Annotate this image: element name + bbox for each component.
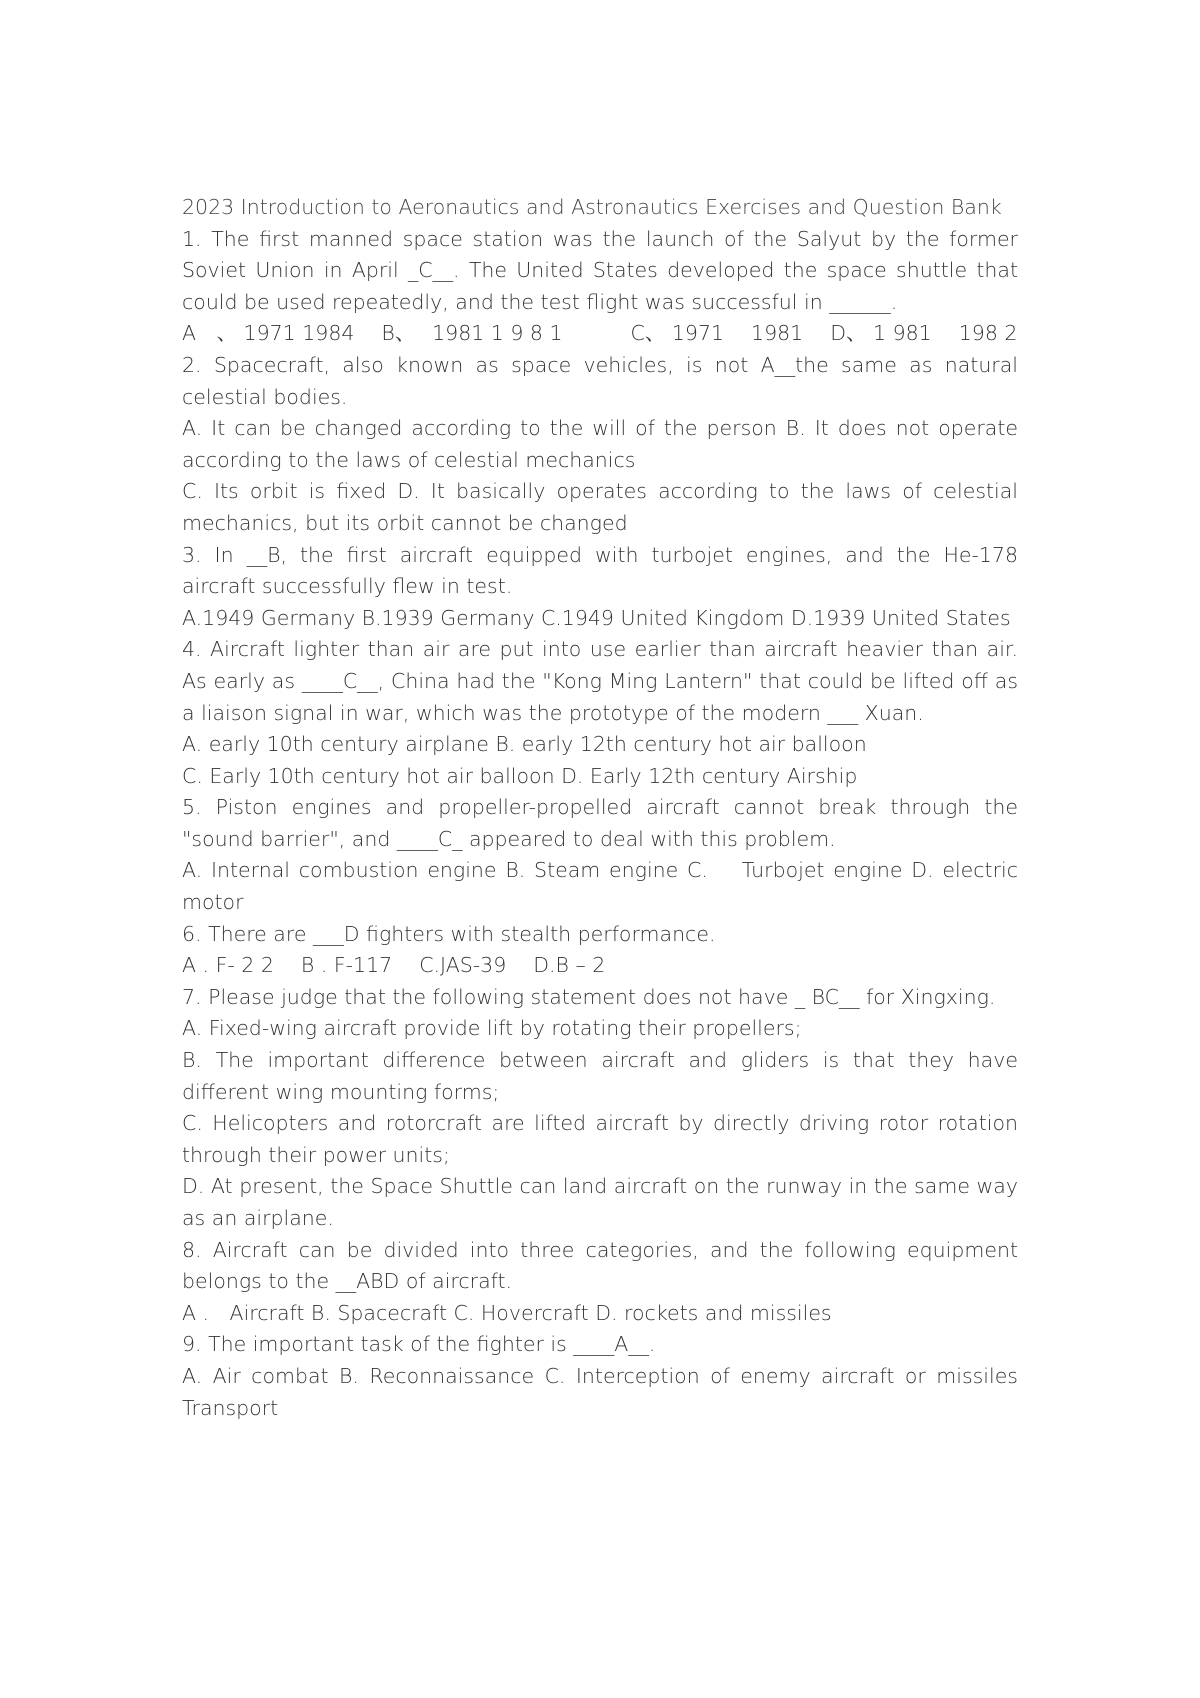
question-1-options: A 、 1971 1984 B、 1981 1 9 8 1 C、 1971 1981 D、 1 981 198 2 xyxy=(182,321,1018,346)
document-body xyxy=(182,192,1025,1424)
question-6-options: A . F- 2 2 B . F-117 C.JAS-39 D.B – 2 xyxy=(182,953,606,978)
question-9-options: A. Air combat B. Reconnaissance C. Interception of enemy aircraft or missiles Transport xyxy=(182,1363,1025,1420)
question-5-options: A. Internal combustion engine B. Steam engine C. Turbojet engine D. electric motor xyxy=(182,858,1025,915)
question-4: 4. Aircraft lighter than air are put into use earlier than aircraft heavier than air. As early as ____C__, China had the "Kong Ming Lantern" that could be lifted off as a liaison signal in war, which was the prototype of the modern ___ Xuan. xyxy=(182,637,1025,725)
question-3-options: A.1949 Germany B.1939 Germany C.1949 United Kingdom D.1939 United States xyxy=(182,605,1011,630)
question-3: 3. In __B, the first aircraft equipped with turbojet engines, and the He-178 aircraft successfully flew in test. xyxy=(182,542,1025,599)
question-6: 6. There are ___D fighters with stealth performance. xyxy=(182,921,716,946)
question-2-options-ab: A. It can be changed according to the will of the person B. It does not operate according to the laws of celestial mechanics xyxy=(182,416,1025,472)
question-7-option-b: B. The important difference between aircraft and gliders is that they have different wing mounting forms; xyxy=(182,1048,1025,1104)
question-1: 1. The first manned space station was the launch of the Salyut by the former Soviet Union in April _C__. The United States developed the space shuttle that could be used repeatedly, and the test flight was successful in ______. xyxy=(182,226,1025,314)
question-5: 5. Piston engines and propeller-propelled aircraft cannot break through the "sound barrier", and ____C_ appeared to deal with this problem. xyxy=(182,795,1025,851)
question-4-options-ab: A. early 10th century airplane B. early 12th century hot air balloon xyxy=(182,732,867,757)
question-9: 9. The important task of the fighter is ____A__. xyxy=(182,1332,656,1357)
question-4-options-cd: C. Early 10th century hot air balloon D. Early 12th century Airship xyxy=(182,763,858,788)
question-7: 7. Please judge that the following statement does not have _ BC__ for Xingxing. xyxy=(182,984,996,1009)
question-2: 2. Spacecraft, also known as space vehicles, is not A__the same as natural celestial bodies. xyxy=(182,352,1025,409)
question-7-option-d: D. At present, the Space Shuttle can land aircraft on the runway in the same way as an airplane. xyxy=(182,1174,1025,1230)
question-7-option-a: A. Fixed-wing aircraft provide lift by rotating their propellers; xyxy=(182,1016,802,1041)
question-2-options-cd: C. Its orbit is fixed D. It basically operates according to the laws of celestial mechanics, but its orbit cannot be changed xyxy=(182,479,1025,535)
question-8: 8. Aircraft can be divided into three categories, and the following equipment belongs to the __ABD of aircraft. xyxy=(182,1237,1025,1294)
question-8-options: A . Aircraft B. Spacecraft C. Hovercraft D. rockets and missiles xyxy=(182,1300,832,1325)
document-title: 2023 Introduction to Aeronautics and Astronautics Exercises and Question Bank xyxy=(182,195,1002,219)
question-7-option-c: C. Helicopters and rotorcraft are lifted aircraft by directly driving rotor rotation through their power units; xyxy=(182,1111,1025,1167)
